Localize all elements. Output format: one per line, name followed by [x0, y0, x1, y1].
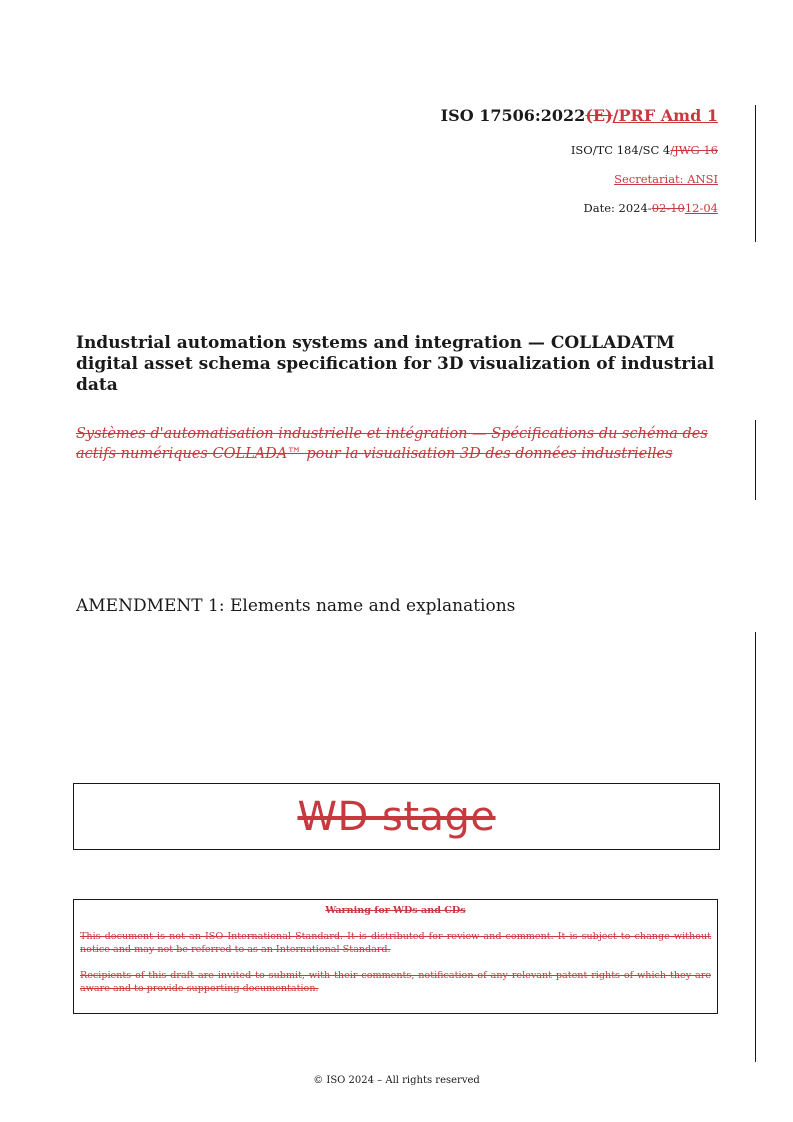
change-bar-body	[755, 632, 756, 1062]
date-line	[441, 201, 718, 215]
secretariat-text: Secretariat: ANSI	[614, 172, 718, 186]
deleted-date: 02-10	[651, 201, 685, 215]
english-title: Industrial automation systems and integration — COLLADATM digital asset schema specification for 3D visualization of industrial data	[76, 333, 715, 395]
standard-number	[441, 106, 718, 126]
secretariat-line	[441, 172, 718, 186]
stage-box	[73, 783, 720, 850]
change-bar-title	[755, 420, 756, 500]
warning-title: Warning for WDs and CDs	[325, 905, 466, 916]
stage-label: WD stage	[297, 794, 496, 840]
warning-box	[73, 899, 718, 1014]
document-header	[441, 100, 718, 215]
amendment-title: AMENDMENT 1: Elements name and explanations	[76, 596, 516, 616]
inserted-date: 12-04	[684, 201, 718, 215]
date-label: Date: 2024-	[583, 201, 652, 215]
committee-line	[441, 143, 718, 157]
warning-paragraph-2: Recipients of this draft are invited to submit, with their comments, notification of any relevant patent rights of which they are aware and to provide supporting documentation.	[80, 970, 711, 994]
change-bar-header	[755, 105, 756, 242]
standard-number-text: ISO 17506:2022	[440, 106, 586, 125]
warning-paragraph-1: This document is not an ISO International Standard. It is distributed for review and comment. It is subject to change without notice and may not be referred to as an International Standard.	[80, 931, 711, 955]
inserted-amendment: /PRF Amd 1	[612, 106, 718, 125]
committee-text: ISO/TC 184/SC 4	[570, 143, 671, 157]
copyright-footer: © ISO 2024 – All rights reserved	[313, 1075, 480, 1086]
deleted-working-group: /JWG 16	[670, 143, 718, 157]
french-title: Systèmes d'automatisation industrielle et intégration — Spécifications du schéma des actifs numériques COLLADA™ pour la visualisation 3D des données industrielles	[76, 426, 708, 462]
deleted-edition: (E)	[585, 106, 613, 125]
